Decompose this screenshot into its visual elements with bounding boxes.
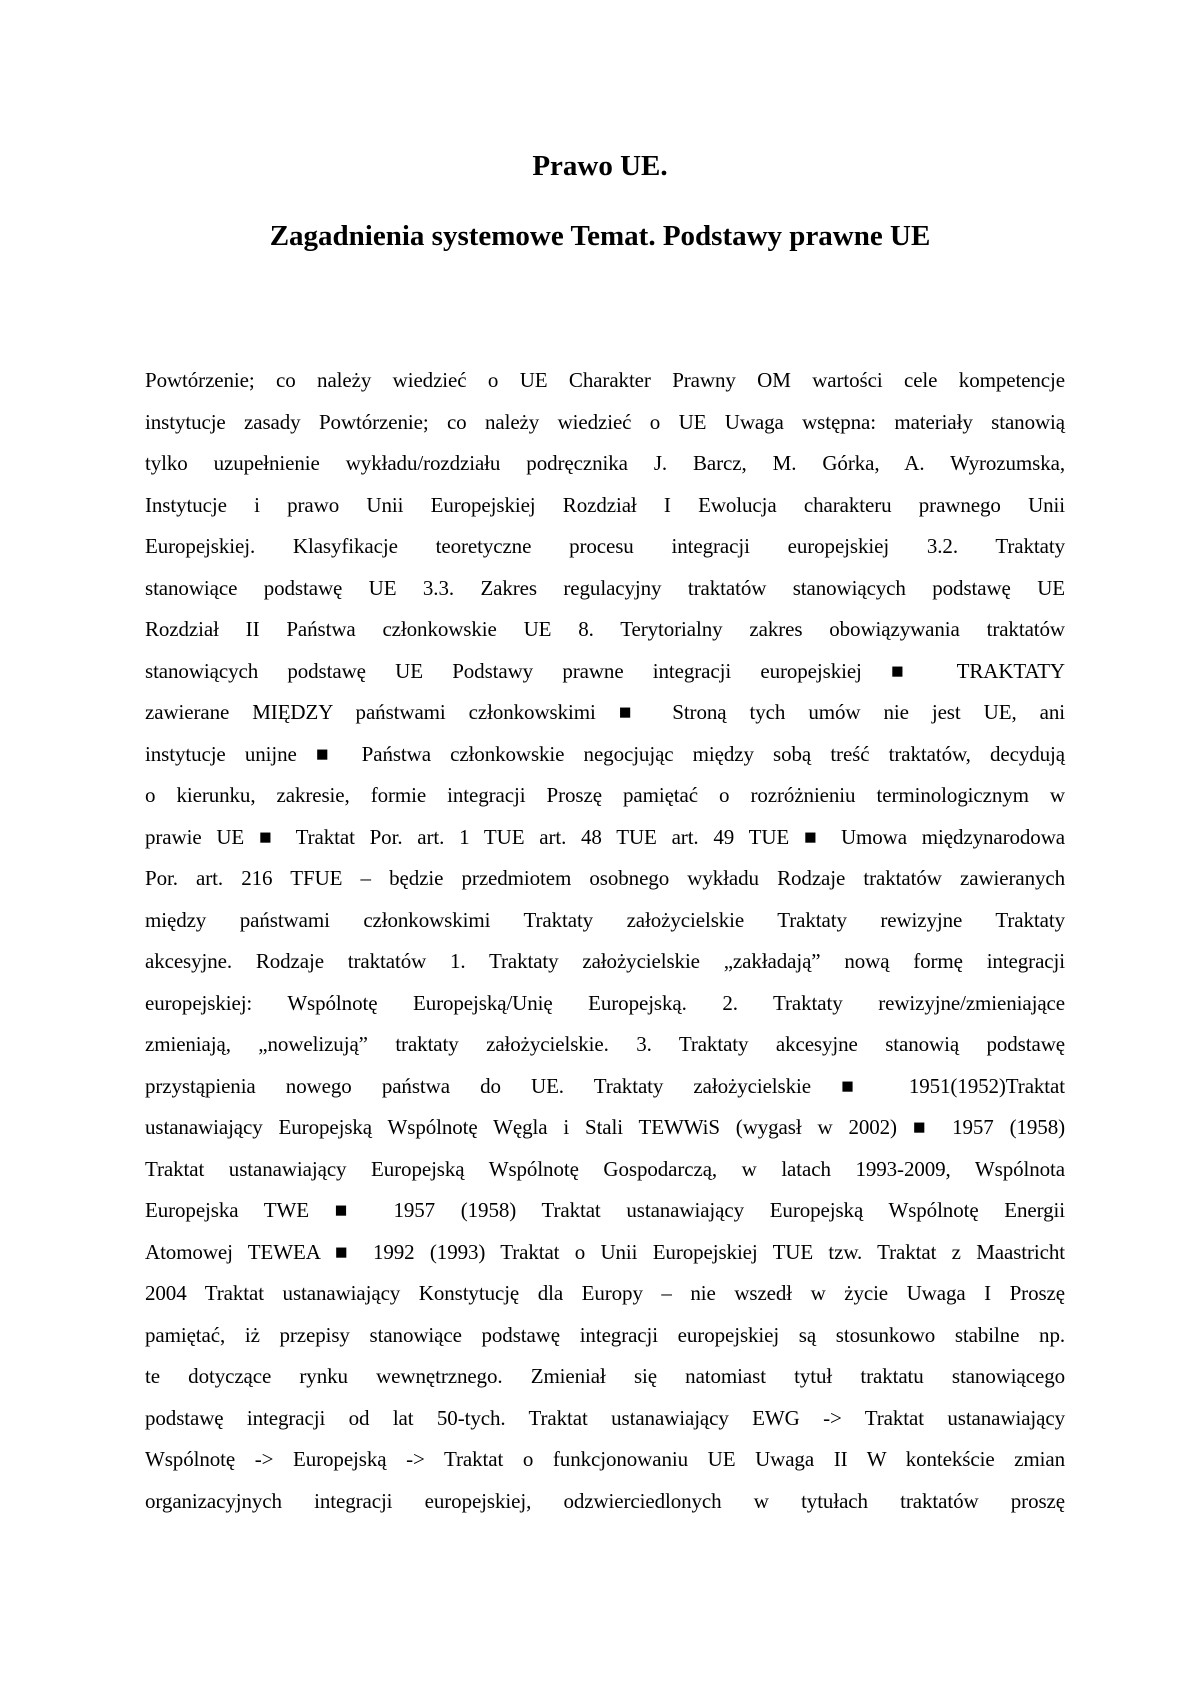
body-line: stanowiących podstawę UE Podstawy prawne integracji europejskiej ■ TRAKTATY — [145, 658, 1065, 683]
body-line: zawierane MIĘDZY państwami członkowskimi ■ Stroną tych umów nie jest UE, ani — [145, 700, 1065, 724]
body-line: Atomowej TEWEA ■ 1992 (1993) Traktat o Unii Europejskiej TUE tzw. Traktat z Maastricht — [145, 1239, 1065, 1264]
body-line: zmieniają, „nowelizują” traktaty założycielskie. 3. Traktaty akcesyjne stanowią podstawę — [145, 1032, 1065, 1056]
body-line: stanowiące podstawę UE 3.3. Zakres regulacyjny traktatów stanowiących podstawę UE — [145, 575, 1065, 600]
body-line: pamiętać, iż przepisy stanowiące podstawę integracji europejskiej są stosunkowo stabilne np. — [145, 1322, 1065, 1347]
body-line: tylko uzupełnienie wykładu/rozdziału podręcznika J. Barcz, M. Górka, A. Wyrozumska, — [145, 451, 1065, 475]
body-line: Rozdział II Państwa członkowskie UE 8. Terytorialny zakres obowiązywania traktatów — [145, 617, 1065, 641]
body-line: o kierunku, zakresie, formie integracji Proszę pamiętać o rozróżnieniu terminologicznym w — [145, 783, 1065, 807]
document-subtitle: Zagadnienia systemowe Temat. Podstawy prawne UE — [269, 220, 931, 252]
body-line: 2004 Traktat ustanawiający Konstytucję dla Europy – nie wszedł w życie Uwaga I Proszę — [145, 1281, 1065, 1305]
body-line: Europejska TWE ■ 1957 (1958) Traktat ustanawiający Europejską Wspólnotę Energii — [145, 1198, 1065, 1222]
body-line: akcesyjne. Rodzaje traktatów 1. Traktaty założycielskie „zakładają” nową formę integracji — [145, 949, 1065, 973]
body-line: instytucje zasady Powtórzenie; co należy wiedzieć o UE Uwaga wstępna: materiały stanowią — [145, 409, 1065, 434]
body-line: prawie UE ■ Traktat Por. art. 1 TUE art. 48 TUE art. 49 TUE ■ Umowa międzynarodowa — [145, 824, 1065, 849]
body-line: te dotyczące rynku wewnętrznego. Zmieniał się natomiast tytuł traktatu stanowiącego — [145, 1364, 1065, 1388]
body-line: europejskiej: Wspólnotę Europejską/Unię Europejską. 2. Traktaty rewizyjne/zmieniające — [145, 990, 1065, 1015]
body-line: podstawę integracji od lat 50-tych. Traktat ustanawiający EWG -> Traktat ustanawiający — [145, 1405, 1065, 1430]
document-body — [145, 360, 1065, 1522]
body-line: Europejskiej. Klasyfikacje teoretyczne procesu integracji europejskiej 3.2. Traktaty — [145, 534, 1065, 558]
body-line: Instytucje i prawo Unii Europejskiej Rozdział I Ewolucja charakteru prawnego Unii — [145, 492, 1065, 517]
body-line: ustanawiający Europejską Wspólnotę Węgla i Stali TEWWiS (wygasł w 2002) ■ 1957 (1958) — [145, 1115, 1065, 1139]
body-line: między państwami członkowskimi Traktaty założycielskie Traktaty rewizyjne Traktaty — [145, 907, 1065, 932]
body-line: Traktat ustanawiający Europejską Wspólnotę Gospodarczą, w latach 1993-2009, Wspólnota — [145, 1156, 1065, 1181]
body-line: Powtórzenie; co należy wiedzieć o UE Charakter Prawny OM wartości cele kompetencje — [145, 368, 1065, 392]
body-line: organizacyjnych integracji europejskiej, odzwierciedlonych w tytułach traktatów proszę — [145, 1488, 1065, 1513]
body-line: przystąpienia nowego państwa do UE. Traktaty założycielskie ■ 1951(1952)Traktat — [145, 1073, 1065, 1098]
document-title: Prawo UE. — [532, 150, 668, 182]
body-line: instytucje unijne ■ Państwa członkowskie negocjując między sobą treść traktatów, decydują — [145, 741, 1065, 766]
body-line: Por. art. 216 TFUE – będzie przedmiotem osobnego wykładu Rodzaje traktatów zawieranych — [145, 866, 1065, 890]
body-line: Wspólnotę -> Europejską -> Traktat o funkcjonowaniu UE Uwaga II W kontekście zmian — [145, 1447, 1065, 1471]
